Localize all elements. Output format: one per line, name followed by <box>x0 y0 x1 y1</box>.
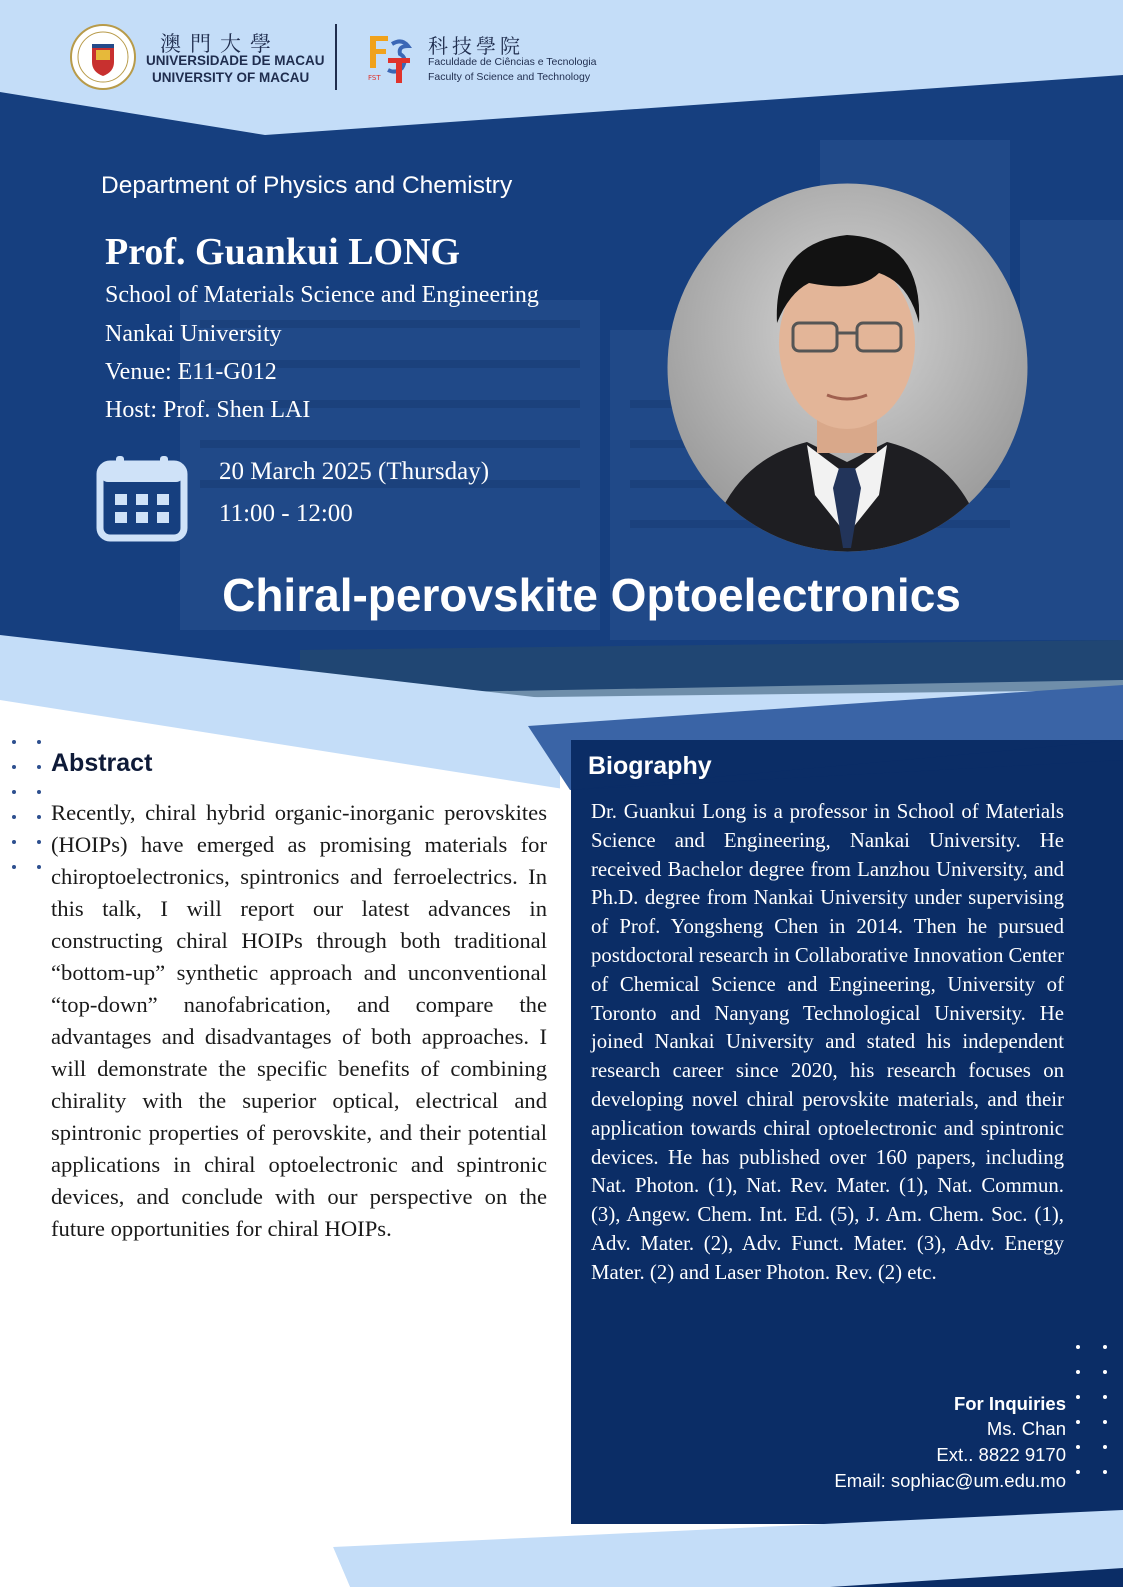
speaker-name: Prof. Guankui LONG <box>105 231 461 273</box>
inquiries-heading: For Inquiries <box>953 1393 1066 1414</box>
um-chinese-name: 澳門大學 <box>160 32 280 56</box>
inquiries-email[interactable]: Email: sophiac@um.edu.mo <box>834 1470 1066 1491</box>
fst-logo-icon <box>366 30 416 86</box>
inquiries-contact: Ms. Chan <box>986 1418 1066 1439</box>
event-time: 11:00 - 12:00 <box>219 500 353 527</box>
biography-text: Dr. Guankui Long is a professor in School of Materials Science and Engineering, Nankai University. He received Bachelor degree from Lanzhou University, and Ph.D. degree from Nankai University under supervising of Prof. Yongsheng Chen in 2014. Then he pursued postdoctoral research in Collaborative Innovation Center of Chemical Science and Engineering, University of Toronto and Nanyang Technological University. He joined Nankai University and stated his independent research career since 2020, his research focuses on developing novel chiral perovskite materials, and their application towards chiral optoelectronic and spintronic devices. He has published over 160 papers, including Nat. Photon. (1), Nat. Rev. Mater. (1), Nat. Commun. (3), Angew. Chem. Int. Ed. (5), J. Am. Chem. Soc. (1), Adv. Mater. (2), Adv. Funct. Mater. (3), Adv. Energy Mater. (2) and Laser Photon. Rev. (2) etc. <box>591 800 1064 1284</box>
speaker-photo <box>667 183 1028 552</box>
biography-heading: Biography <box>588 752 712 780</box>
calendar-icon <box>96 454 188 542</box>
speaker-university: Nankai University <box>105 321 282 347</box>
fst-portuguese-name: Faculdade de Ciências e Tecnologia <box>428 56 597 68</box>
event-date: 20 March 2025 (Thursday) <box>219 458 490 485</box>
speaker-school: School of Materials Science and Engineering <box>105 282 539 308</box>
event-host: Host: Prof. Shen LAI <box>105 397 311 423</box>
header-divider <box>335 24 337 90</box>
um-english-name: UNIVERSITY OF MACAU <box>152 70 310 85</box>
svg-text:FST: FST <box>368 74 381 82</box>
inquiries-ext: Ext.. 8822 9170 <box>936 1444 1066 1465</box>
um-portuguese-name: UNIVERSIDADE DE MACAU <box>146 53 325 68</box>
department-name: Department of Physics and Chemistry <box>101 172 513 199</box>
talk-title: Chiral-perovskite Optoelectronics <box>222 569 961 621</box>
fst-chinese-name: 科技學院 <box>428 34 524 58</box>
university-of-macau-seal-icon <box>70 24 136 90</box>
event-venue: Venue: E11-G012 <box>105 359 277 385</box>
fst-english-name: Faculty of Science and Technology <box>428 71 591 83</box>
abstract-heading: Abstract <box>51 749 153 777</box>
abstract-text: Recently, chiral hybrid organic-inorganic perovskites (HOIPs) have emerged as promising materials for chiroptoelectronics, spintronics and ferroelectrics. In this talk, I will report our latest advances in constructing chiral HOIPs through both traditional “bottom-up” synthetic approach and unconventional “top-down” nanofabrication, and compare the advantages and disadvantages of both approaches. I will demonstrate the specific benefits of combining chirality with the superior optical, electrical and spintronic properties of perovskite, and their potential applications in chiral optoelectronic and spintronic devices, and conclude with our perspective on the future opportunities for chiral HOIPs. <box>51 800 547 1241</box>
